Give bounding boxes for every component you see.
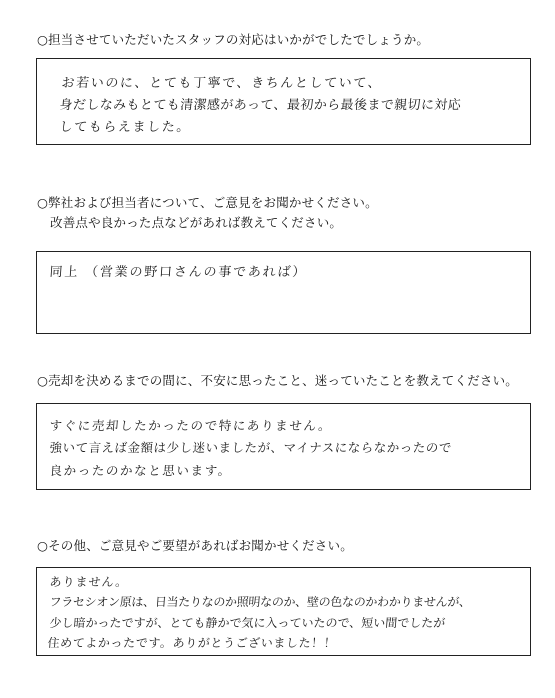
answer-box-4 xyxy=(36,567,531,656)
question-4: ○その他、ご意見やご要望があればお聞かせください。 xyxy=(37,538,353,553)
answer-box-3 xyxy=(36,403,531,490)
answer-4-line-4: 住めてよかったです。ありがとうございました！！ xyxy=(47,636,337,650)
answer-box-1 xyxy=(36,58,531,145)
question-1: ○担当させていただいたスタッフの対応はいかがでしたでしょうか。 xyxy=(37,32,430,47)
question-3: ○売却を決めるまでの間に、不安に思ったこと、迷っていたことを教えてください。 xyxy=(37,373,519,388)
answer-1-line-1: お若いのに、とても丁寧で、きちんとしていて、 xyxy=(61,76,383,91)
answer-box-2 xyxy=(36,251,531,334)
answer-2-line-1: 同上 （営業の野口さんの事であれば） xyxy=(49,265,308,280)
answer-3-line-1: すぐに売却したかったので特にありません。 xyxy=(49,418,333,433)
answer-3-line-3: 良かったのかなと思います。 xyxy=(49,463,233,478)
answer-4-line-2: フラセシオン原は、日当たりなのか照明なのか、壁の色なのかわかりませんが、 xyxy=(49,595,472,609)
answer-4-line-1: ありません。 xyxy=(49,575,129,589)
answer-4-line-3: 少し暗かったですが、とても静かで気に入っていたので、短い間でしたが xyxy=(49,616,446,630)
answer-3-line-2: 強いて言えば金額は少し迷いましたが、マイナスにならなかったので xyxy=(49,440,453,455)
answer-1-line-2: 身だしなみもとても清潔感があって、最初から最後まで親切に対応 xyxy=(59,98,462,113)
question-2-line-1: ○弊社および担当者について、ご意見をお聞かせください。 xyxy=(37,195,378,210)
answer-1-line-3: してもらえました。 xyxy=(59,120,192,135)
question-2-line-2: 改善点や良かった点などがあれば教えてください。 xyxy=(50,215,343,230)
